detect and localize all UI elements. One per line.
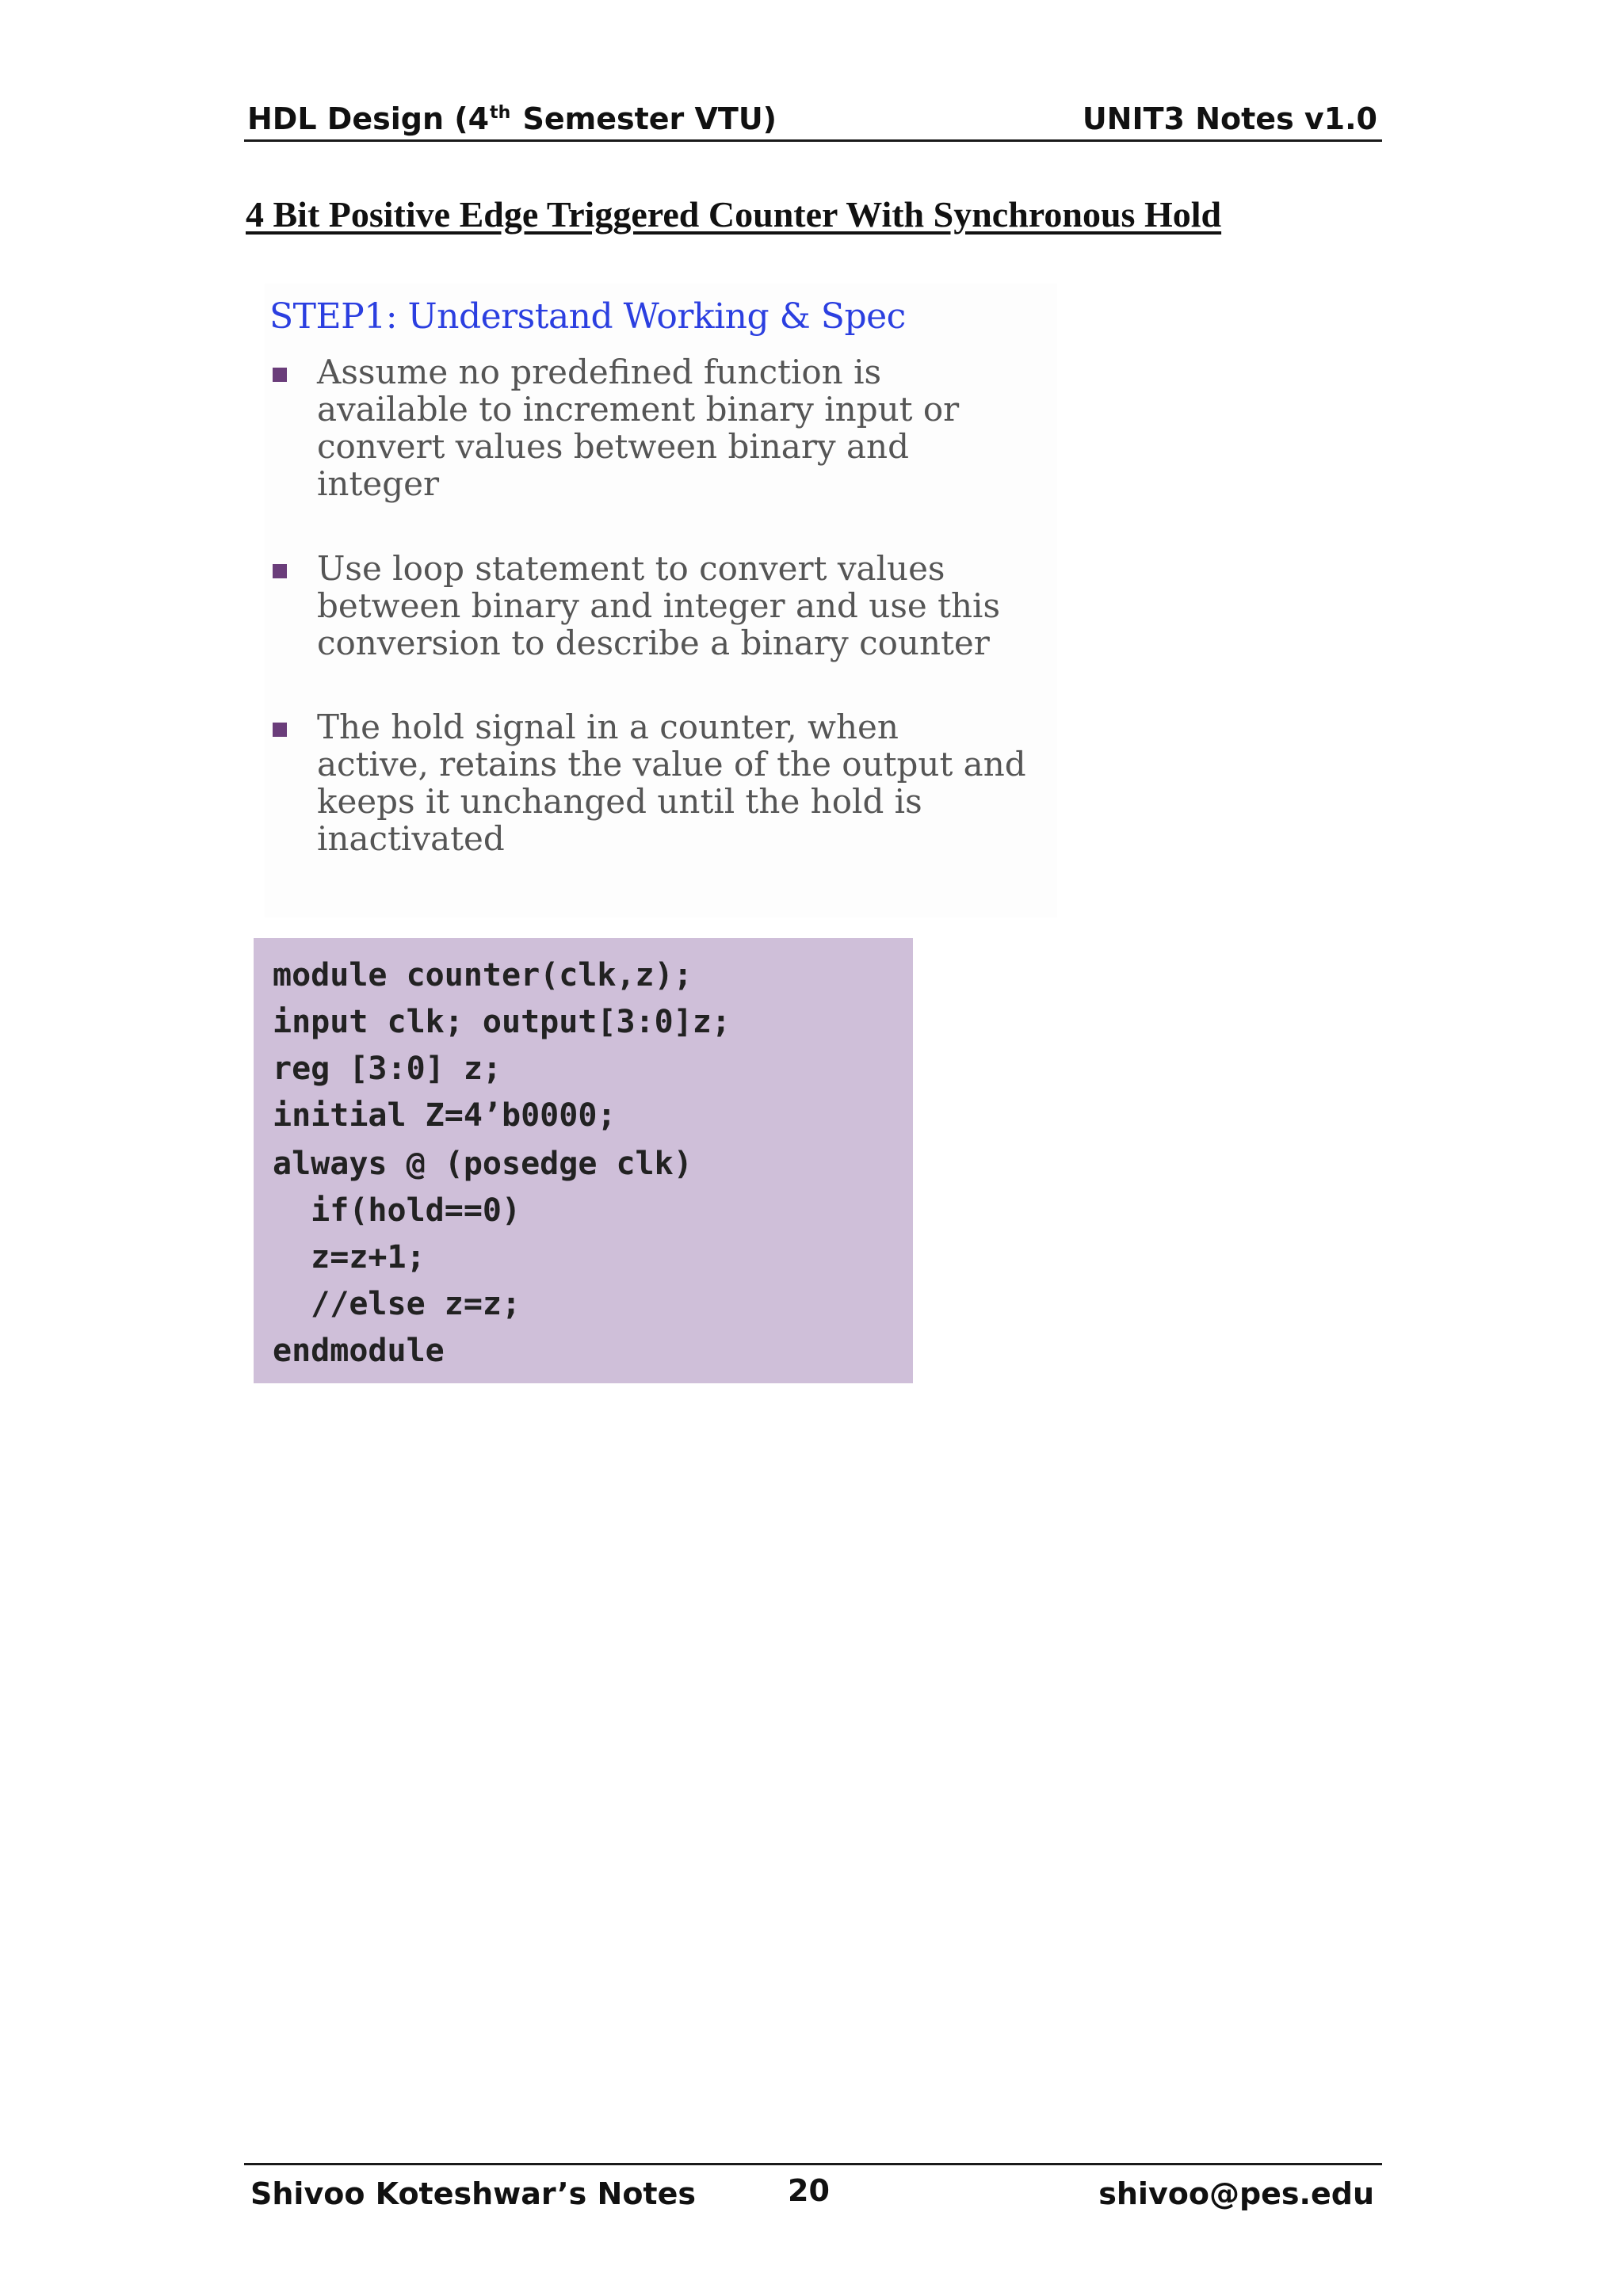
code-line: input clk; output[3:0]z; xyxy=(273,1004,731,1040)
header-course-suffix: Semester VTU) xyxy=(512,101,777,136)
verilog-code-block xyxy=(254,938,913,1383)
code-line: //else z=z; xyxy=(273,1286,521,1322)
footer-email: shivoo@pes.edu xyxy=(1098,2176,1374,2211)
code-line: always @ (posedge clk) xyxy=(273,1146,693,1182)
page-header xyxy=(244,93,1382,142)
code-line: endmodule xyxy=(273,1333,445,1369)
square-bullet-icon xyxy=(273,723,287,737)
section-title: 4 Bit Positive Edge Triggered Counter With Synchronous Hold xyxy=(246,194,1222,235)
page-footer xyxy=(244,2163,1382,2229)
code-line: if(hold==0) xyxy=(273,1192,521,1229)
footer-author: Shivoo Koteshwar’s Notes xyxy=(250,2176,696,2211)
footer-page-number: 20 xyxy=(788,2173,830,2208)
header-course-prefix: HDL Design (4 xyxy=(247,101,490,136)
code-line: z=z+1; xyxy=(273,1239,426,1276)
header-course-title xyxy=(247,101,777,136)
bullet-text: The hold signal in a counter, when active, retains the value of the output and keeps it unchanged until the hold is inactivated xyxy=(317,707,1026,858)
bullet-text: Assume no predefined function is available to increment binary input or convert values between binary and integer xyxy=(317,353,960,503)
code-line: module counter(clk,z); xyxy=(273,957,693,994)
slide-heading: STEP1: Understand Working & Spec xyxy=(269,296,906,337)
header-unit-label: UNIT3 Notes v1.0 xyxy=(1082,101,1377,136)
slide-image xyxy=(265,284,1057,917)
code-line: initial Z=4’b0000; xyxy=(273,1097,617,1134)
square-bullet-icon xyxy=(273,368,287,382)
header-course-superscript: th xyxy=(490,103,511,123)
bullet-text: Use loop statement to convert values between binary and integer and use this conversion to describe a binary counter xyxy=(317,549,1001,662)
code-line: reg [3:0] z; xyxy=(273,1051,502,1087)
square-bullet-icon xyxy=(273,564,287,578)
